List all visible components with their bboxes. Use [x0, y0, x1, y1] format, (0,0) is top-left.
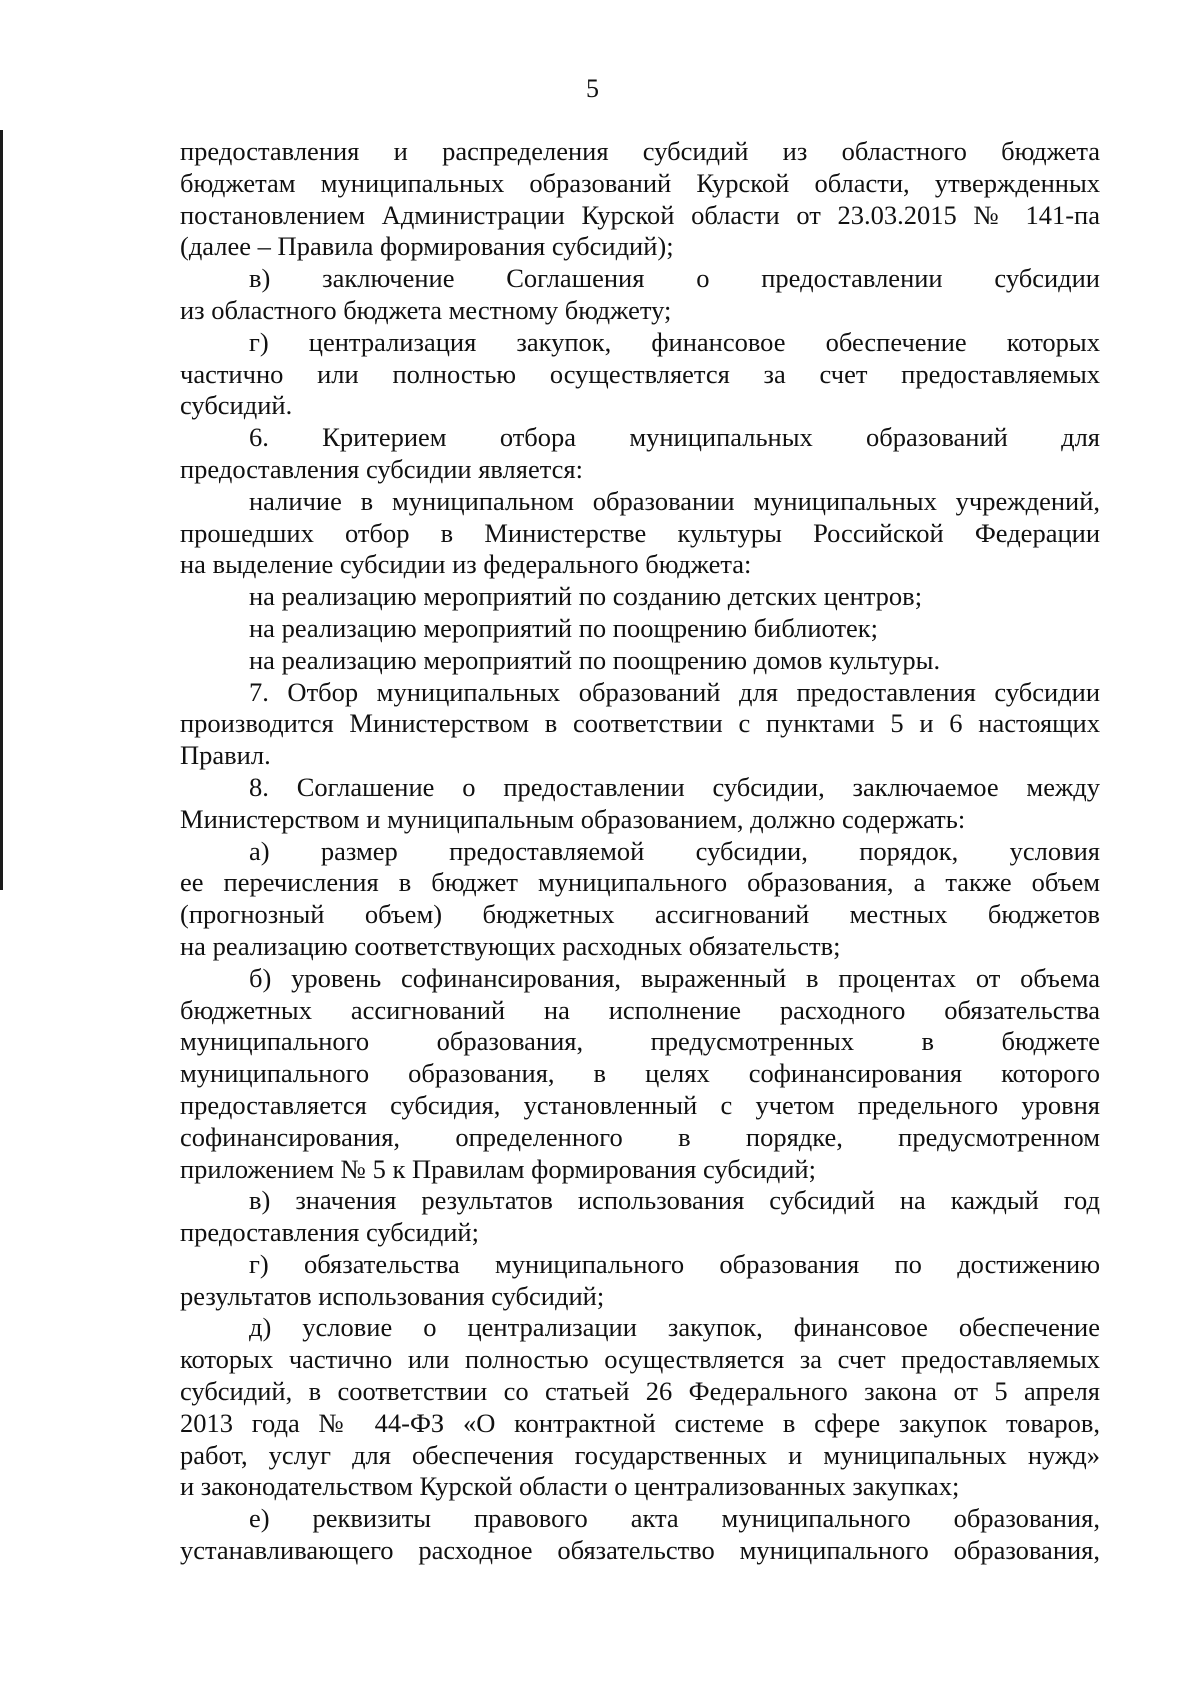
text-line: постановлением Администрации Курской области от 23.03.2015 № 141-па: [180, 199, 1100, 230]
text-line: а) размер предоставляемой субсидии, порядок, условия: [249, 835, 1100, 866]
text-line: (прогнозный объем) бюджетных ассигнований местных бюджетов: [180, 899, 1100, 930]
text-line: на реализацию мероприятий по поощрению домов культуры.: [249, 644, 941, 675]
text-line: на реализацию мероприятий по созданию детских центров;: [249, 581, 923, 612]
text-line: результатов использования субсидий;: [180, 1280, 605, 1311]
text-line: муниципального образования, в целях софинансирования которого: [180, 1058, 1100, 1089]
text-line: в) заключение Соглашения о предоставлении субсидии: [249, 263, 1100, 294]
text-line: частично или полностью осуществляется за счет предоставляемых: [180, 358, 1100, 389]
text-line: предоставления субсидий;: [180, 1217, 479, 1248]
text-line: прошедших отбор в Министерстве культуры Российской Федерации: [180, 517, 1100, 548]
text-line: предоставления и распределения субсидий из областного бюджета: [180, 136, 1100, 166]
text-line: которых частично или полностью осуществляется за счет предоставляемых: [180, 1344, 1100, 1375]
text-line: предоставляется субсидия, установленный с учетом предельного уровня: [180, 1089, 1100, 1120]
text-line: наличие в муниципальном образовании муниципальных учреждений,: [249, 485, 1100, 516]
text-line: производится Министерством в соответствии с пунктами 5 и 6 настоящих: [180, 708, 1100, 739]
document-body: [180, 136, 1100, 1567]
text-line: д) условие о централизации закупок, финансовое обеспечение: [249, 1312, 1100, 1343]
text-line: бюджетам муниципальных образований Курской области, утвержденных: [180, 167, 1100, 198]
text-line: субсидий.: [180, 390, 293, 421]
text-line: софинансирования, определенного в порядке, предусмотренном: [180, 1121, 1100, 1152]
text-line: г) централизация закупок, финансовое обеспечение которых: [249, 326, 1100, 357]
text-line: устанавливающего расходное обязательство муниципального образования,: [180, 1535, 1100, 1566]
text-line: ее перечисления в бюджет муниципального образования, а также объем: [180, 867, 1100, 898]
text-line: на выделение субсидии из федерального бюджета:: [180, 549, 752, 580]
scan-edge-shadow: [0, 130, 3, 890]
text-line: 2013 года № 44-ФЗ «О контрактной системе в сфере закупок товаров,: [180, 1407, 1100, 1438]
text-line: на реализацию соответствующих расходных обязательств;: [180, 930, 841, 961]
text-line: в) значения результатов использования субсидий на каждый год: [249, 1185, 1100, 1216]
text-line: Правил.: [180, 740, 271, 771]
text-line: муниципального образования, предусмотренных в бюджете: [180, 1026, 1100, 1057]
text-line: 6. Критерием отбора муниципальных образований для: [249, 422, 1100, 453]
text-line: предоставления субсидии является:: [180, 453, 583, 484]
text-line: бюджетных ассигнований на исполнение расходного обязательства: [180, 994, 1100, 1025]
page-number: 5: [586, 74, 599, 103]
text-line: приложением № 5 к Правилам формирования субсидий;: [180, 1153, 816, 1184]
text-line: (далее – Правила формирования субсидий);: [180, 231, 674, 262]
text-line: г) обязательства муниципального образования по достижению: [249, 1248, 1100, 1279]
text-line: на реализацию мероприятий по поощрению библиотек;: [249, 612, 879, 643]
text-line: е) реквизиты правового акта муниципального образования,: [249, 1503, 1100, 1534]
text-line: б) уровень софинансирования, выраженный в процентах от объема: [249, 962, 1100, 993]
text-line: работ, услуг для обеспечения государственных и муниципальных нужд»: [180, 1439, 1100, 1470]
text-line: 7. Отбор муниципальных образований для предоставления субсидии: [249, 676, 1100, 707]
text-line: и законодательством Курской области о централизованных закупках;: [180, 1471, 960, 1502]
text-line: Министерством и муниципальным образованием, должно содержать:: [180, 803, 966, 834]
text-line: из областного бюджета местному бюджету;: [180, 294, 672, 325]
text-line: 8. Соглашение о предоставлении субсидии, заключаемое между: [249, 771, 1100, 802]
text-line: субсидий, в соответствии со статьей 26 Федерального закона от 5 апреля: [180, 1376, 1100, 1407]
